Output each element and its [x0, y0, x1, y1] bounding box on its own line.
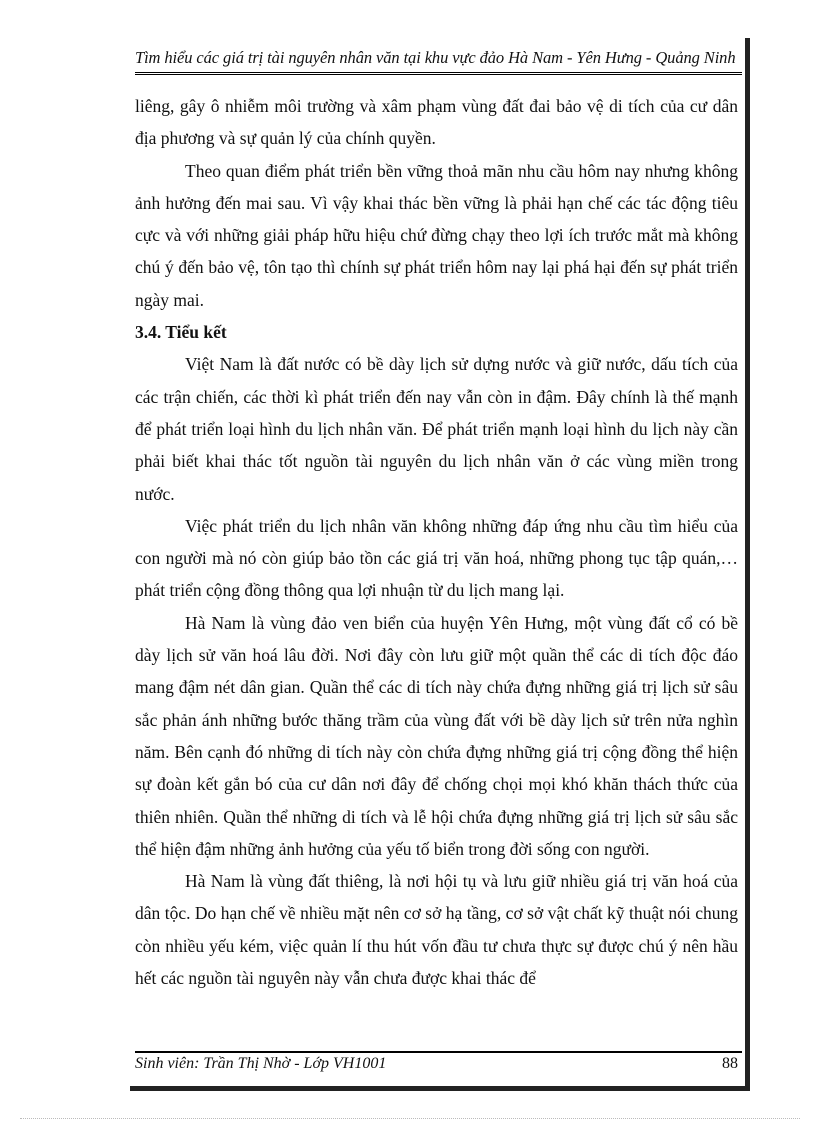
paragraph: Việc phát triển du lịch nhân văn không những đáp ứng nhu cầu tìm hiểu của con người mà nó còn giúp bảo tồn các giá trị văn hoá, những phong tục tập quán,…phát triển cộng đồng thông qua lợi nhuận từ du lịch mang lại.	[135, 515, 738, 601]
page-border-bottom	[130, 1086, 750, 1091]
footer-rule	[135, 1051, 742, 1053]
paragraph: Hà Nam là vùng đất thiêng, là nơi hội tụ và lưu giữ nhiều giá trị văn hoá của dân tộc. Do hạn chế về nhiều mặt nên cơ sở hạ tầng, cơ sở vật chất kỹ thuật nói chung còn nhiều yếu kém, việc quản lí thu hút vốn đầu tư chưa thực sự được chú ý nên hầu hết các nguồn tài nguyên này vẫn chưa được khai thác để	[135, 871, 738, 989]
bottom-dotted-line	[20, 1118, 800, 1119]
document-body	[135, 90, 738, 994]
paragraph: Việt Nam là đất nước có bề dày lịch sử dựng nước và giữ nước, dấu tích của các trận chiến, các thời kì phát triển đến nay vẫn còn in đậm. Đây chính là thế mạnh để phát triển loại hình du lịch nhân văn. Để phát triển mạnh loại hình du lịch này cần phải biết khai thác tốt nguồn tài nguyên du lịch nhân văn ở các vùng miền trong nước.	[135, 354, 738, 504]
section-heading: 3.4. Tiểu kết	[135, 322, 227, 343]
page-number: 88	[722, 1055, 738, 1072]
running-header: Tìm hiểu các giá trị tài nguyên nhân văn tại khu vực đảo Hà Nam - Yên Hưng - Quảng Ninh	[135, 48, 736, 67]
page-footer	[135, 1055, 740, 1073]
paragraph-continued: liêng, gây ô nhiễm môi trường và xâm phạm vùng đất đai bảo vệ di tích của cư dân địa phương và sự quản lý của chính quyền.	[135, 96, 738, 149]
header-rule	[135, 72, 742, 75]
paragraph: Theo quan điểm phát triển bền vững thoả mãn nhu cầu hôm nay nhưng không ảnh hưởng đến mai sau. Vì vậy khai thác bền vững là phải hạn chế các tác động tiêu cực và với những giải pháp hữu hiệu chứ đừng chạy theo lợi ích trước mắt mà không chú ý đến bảo vệ, tôn tạo thì chính sự phát triển hôm nay lại phá hại đến sự phát triển ngày mai.	[135, 160, 738, 310]
paragraph: Hà Nam là vùng đảo ven biển của huyện Yên Hưng, một vùng đất cổ có bề dày lịch sử văn hoá lâu đời. Nơi đây còn lưu giữ một quần thể các di tích độc đáo mang đậm nét dân gian. Quần thể các di tích này chứa đựng những giá trị lịch sử sâu sắc phản ánh những bước thăng trầm của vùng đất với bề dày lịch sử trên nửa nghìn năm. Bên cạnh đó những di tích này còn chứa đựng những giá trị cộng đồng thể hiện sự đoàn kết gắn bó của cư dân nơi đây để chống chọi mọi khó khăn thách thức của thiên nhiên. Quần thể những di tích và lễ hội chứa đựng những giá trị lịch sử sâu sắc thể hiện đậm những ảnh hưởng của yếu tố biển trong đời sống con người.	[135, 612, 738, 859]
student-info: Sinh viên: Trần Thị Nhờ - Lớp VH1001	[135, 1055, 387, 1072]
